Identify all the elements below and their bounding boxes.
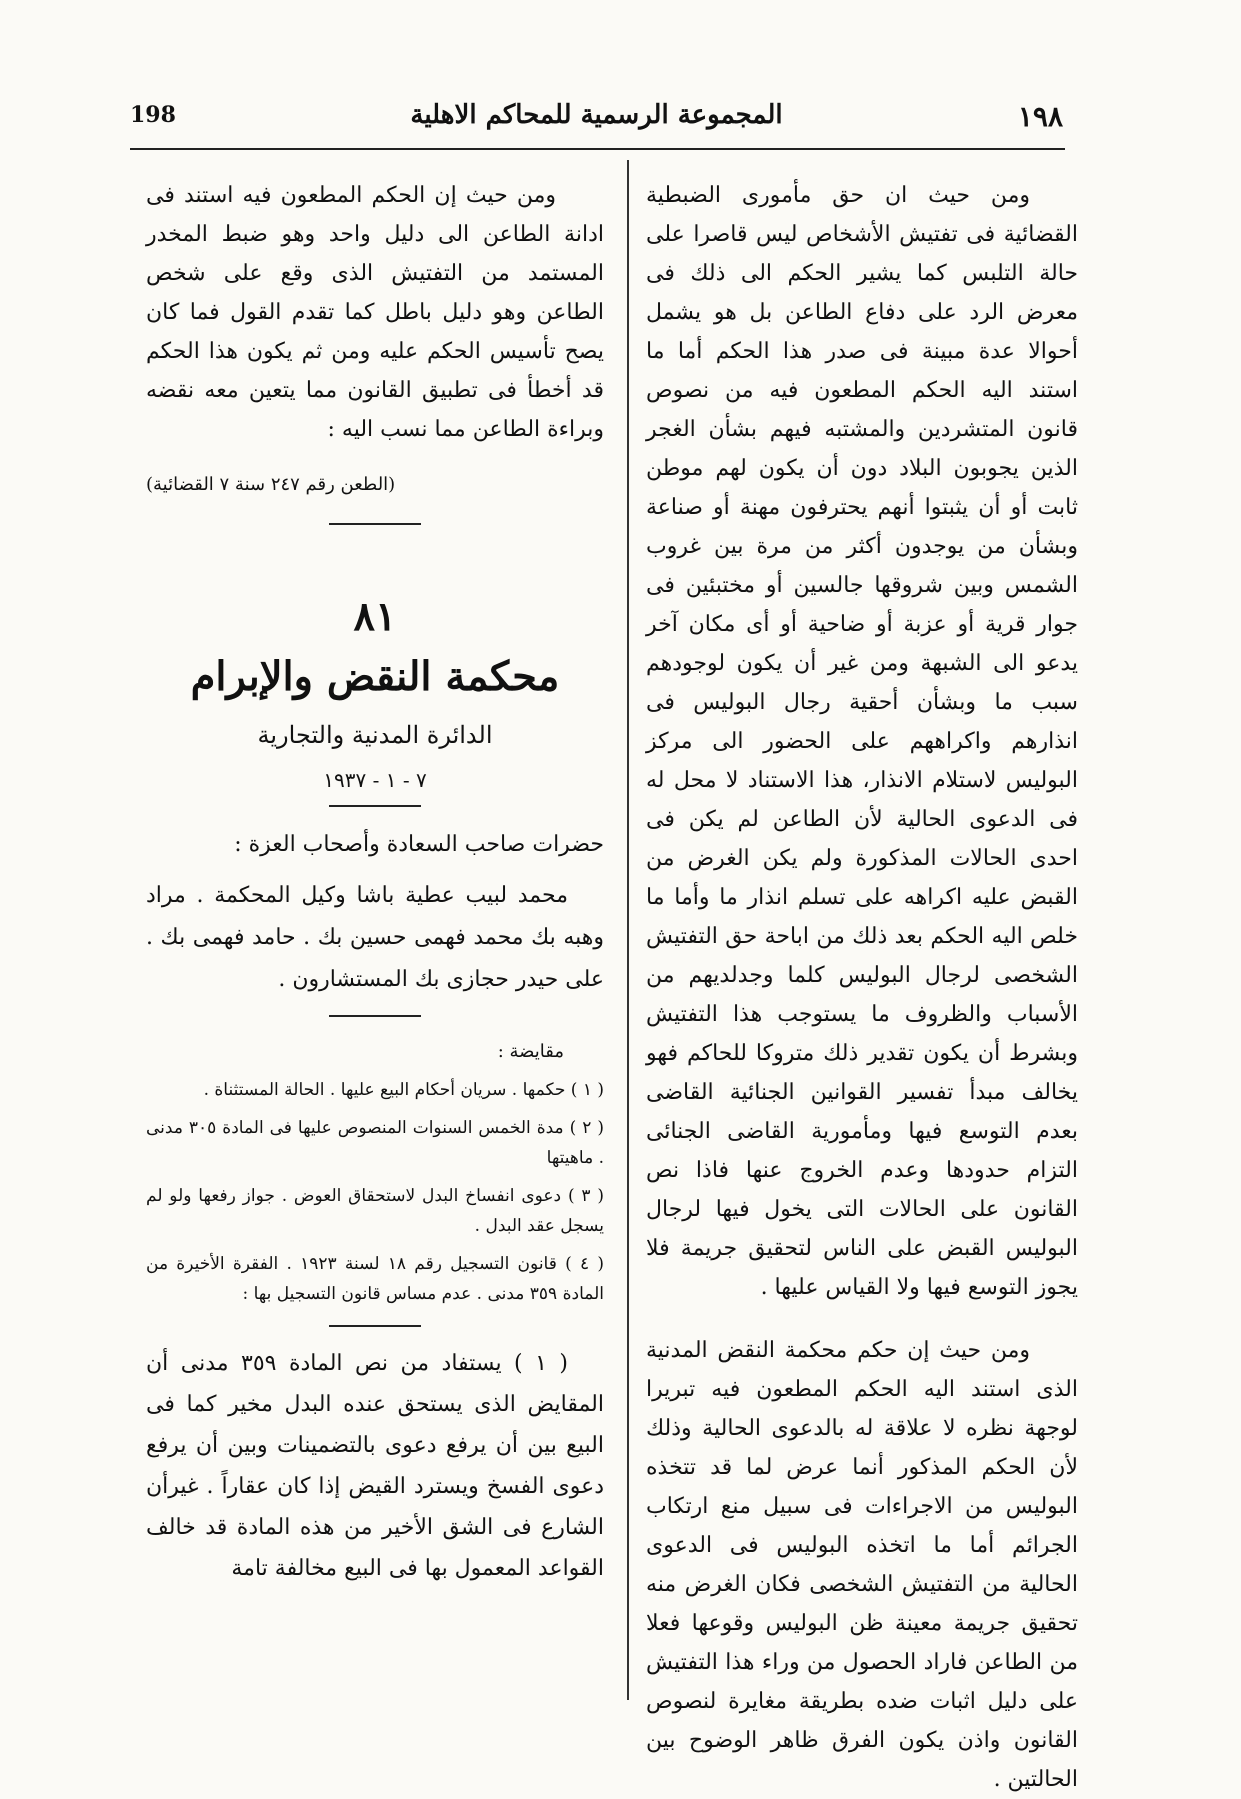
- page-number-latin: 198: [130, 102, 176, 128]
- division-name: الدائرة المدنية والتجارية: [257, 721, 493, 749]
- keywords-label: مقايضة :: [497, 1041, 564, 1062]
- left-column: [146, 176, 604, 1589]
- section-divider: [329, 805, 421, 807]
- section-divider: [329, 1325, 421, 1327]
- page-number-arabic: ١٩٨: [1017, 100, 1063, 133]
- session-date: ٧ - ١ - ١٩٣٧: [323, 768, 427, 792]
- court-name: محكمة النقض والإبرام: [190, 653, 560, 700]
- case-number: ٨١: [353, 593, 397, 640]
- keyword-item: ( ١ ) حكمها . سريان أحكام البيع عليها . الحالة المستثناة .: [203, 1080, 604, 1100]
- page-header: [130, 100, 1063, 144]
- case-citation: (الطعن رقم ٢٤٧ سنة ٧ القضائية): [146, 474, 396, 495]
- keyword-item: ( ٣ ) دعوى انفساخ البدل لاستحقاق العوض . جواز رفعها ولو لم يسجل عقد البدل .: [146, 1186, 604, 1236]
- left-paragraph-1: ومن حيث إن الحكم المطعون فيه استند فى ادانة الطاعن الى دليل واحد وهو ضبط المخدر المستمد من التفتيش الذى وقع على شخص الطاعن وهو دليل باطل كما تقدم القول فما كان يصح تأسيس الحكم عليه ومن ثم يكون هذا الحكم قد أخطأ فى تطبيق القانون مما يتعين معه نقضه وبراءة الطاعن مما نسب اليه :: [146, 183, 604, 442]
- right-column: [646, 176, 1078, 1799]
- right-paragraph-2: ومن حيث إن حكم محكمة النقض المدنية الذى استند اليه الحكم المطعون فيه تبريرا لوجهة نظره لا علاقة له بالدعوى الحالية وذلك لأن الحكم المذكور أنما عرض لما قد تتخذه البوليس من الاجراءات فى سبيل منع ارتكاب الجرائم أما ما اتخذه البوليس فى الدعوى الحالية من التفتيش الشخصى فكان الغرض منه تحقيق جريمة معينة ظن البوليس وقوعها فعلا من الطاعن فاراد الحصول من وراء هذا التفتيش على دليل اثبات ضده بطريقة مغايرة لنصوص القانون واذن يكون الفرق ظاهر الوضوح بين الحالتين .: [646, 1338, 1078, 1792]
- section-divider: [329, 523, 421, 525]
- judges-list: محمد لبيب عطية باشا وكيل المحكمة . مراد وهبه بك محمد فهمى حسين بك . حامد فهمى بك . على حيدر حجازى بك المستشارون .: [146, 883, 604, 992]
- keyword-item: ( ٤ ) قانون التسجيل رقم ١٨ لسنة ١٩٢٣ . الفقرة الأخيرة من المادة ٣٥٩ مدنى . عدم مساس قانون التسجيل بها :: [146, 1254, 604, 1304]
- right-paragraph-1: ومن حيث ان حق مأمورى الضبطية القضائية فى تفتيش الأشخاص ليس قاصرا على حالة التلبس كما يشير الحكم الى ذلك فى معرض الرد على دفاع الطاعن بل هو يشمل أحوالا عدة مبينة فى صدر هذا الحكم أما ما استند اليه الحكم المطعون فيه من نصوص قانون المتشردين والمشتبه فيهم بشأن الغجر الذين يجوبون البلاد دون أن يكون لهم موطن ثابت أو أن يثبتوا أنهم يحترفون مهنة أو صناعة وبشأن من يوجدون أكثر من مرة بين غروب الشمس وبين شروقها جالسين أو مختبئين فى جوار قرية أو عزبة أو ضاحية أو أى مكان آخر يدعو الى الشبهة ومن غير أن يكون لوجودهم سبب ما وبشأن أحقية رجال البوليس فى انذارهم واكراههم على الحضور الى مركز البوليس لاستلام الانذار، هذا الاستناد لا محل له فى الدعوى الحالية لأن الطاعن لم يكن فى احدى الحالات المذكورة ولم يكن الغرض من القبض عليه اكراهه على تسلم انذار ما وأما ما خلص اليه الحكم بعد ذلك من اباحة حق التفتيش الشخصى لرجال البوليس كلما وجدلديهم من الأسباب والظروف ما يستوجب هذا التفتيش وبشرط أن يكون تقدير ذلك متروكا للحاكم فهو يخالف مبدأ تفسير القوانين الجنائية القاضى بعدم التوسع فيها ومأمورية القاضى الجنائى التزام حدودها وعدم الخروج عنها فاذا نص القانون على الحالات التى يخول فيها لرجال البوليس القبض على الناس لتحقيق جريمة فلا يجوز التوسع فيها ولا القياس عليها .: [646, 183, 1078, 1300]
- header-divider: [130, 148, 1065, 150]
- presence-line: حضرات صاحب السعادة وأصحاب العزة :: [234, 832, 604, 857]
- running-title: المجموعة الرسمية للمحاكم الاهلية: [410, 100, 783, 130]
- keyword-item: ( ٢ ) مدة الخمس السنوات المنصوص عليها فى المادة ٣٠٥ مدنى . ماهيتها: [146, 1118, 604, 1168]
- column-divider: [627, 160, 629, 1700]
- section-divider: [329, 1015, 421, 1017]
- legal-principle-1: ( ١ ) يستفاد من نص المادة ٣٥٩ مدنى أن المقايض الذى يستحق عنده البدل مخير كما فى البيع بين أن يرفع دعوى بالتضمينات وبين أن يرفع دعوى الفسخ ويسترد القيض إذا كان عقاراً . غيرأن الشارع فى الشق الأخير من هذه المادة قد خالف القواعد المعمول بها فى البيع مخالفة تامة: [146, 1351, 604, 1581]
